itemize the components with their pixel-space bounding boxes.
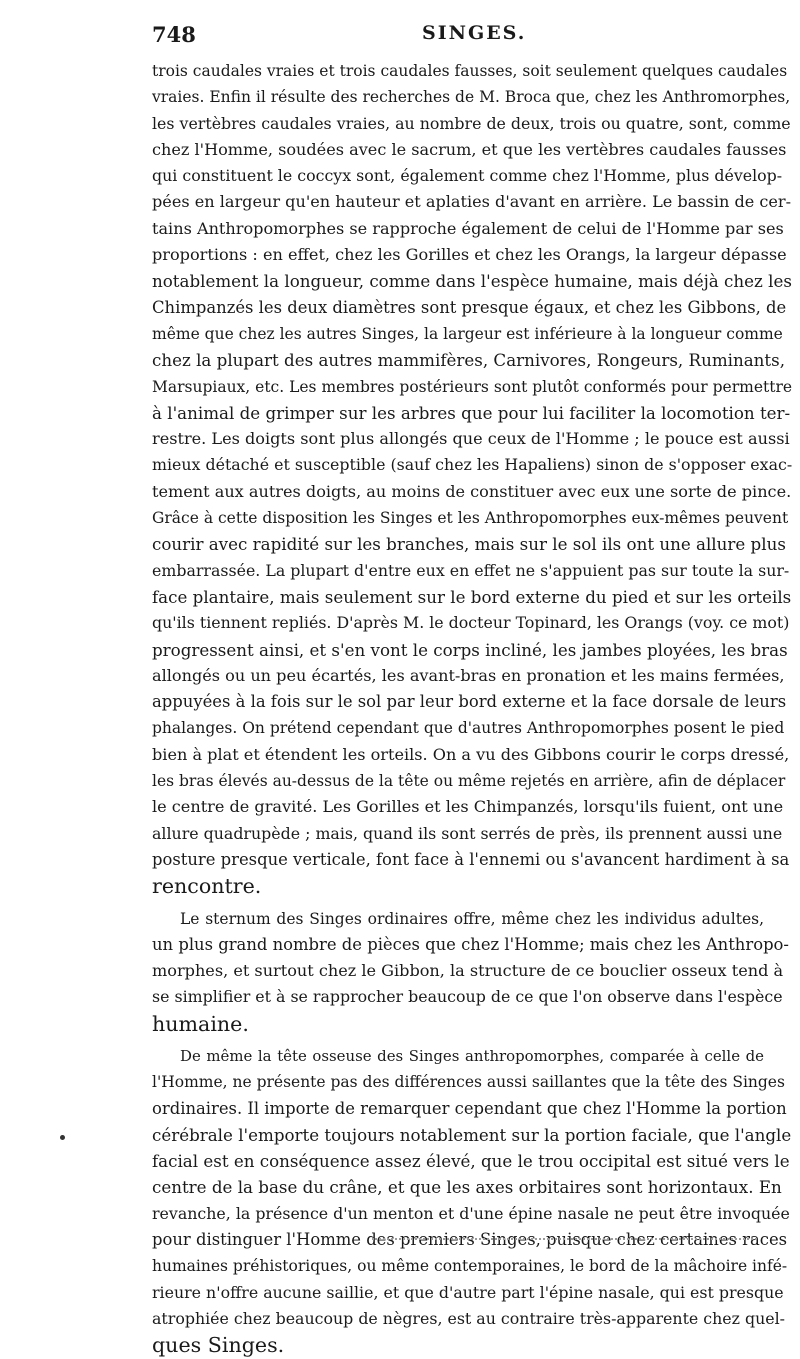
- text-line: ques Singes.: [152, 1333, 285, 1358]
- paragraph: [152, 1043, 792, 1359]
- text-line: proportions : en effet, chez les Gorilles et chez les Orangs, la largeur dépasse: [152, 245, 787, 265]
- page-number: 748: [152, 22, 196, 47]
- text-line: restre. Les doigts sont plus allongés que ceux de l'Homme ; le pouce est aussi: [152, 429, 790, 449]
- text-line: cérébrale l'emporte toujours notablement sur la portion faciale, que l'angle: [152, 1124, 792, 1145]
- text-line: pées en largeur qu'en hauteur et aplaties d'avant en arrière. Le bassin de cer-: [152, 192, 792, 212]
- text-line: centre de la base du crâne, et que les axes orbitaires sont horizontaux. En: [152, 1177, 782, 1198]
- text-line: trois caudales vraies et trois caudales fausses, soit seulement quelques caudales: [152, 62, 788, 80]
- faint-bleed-through-line: [372, 1238, 757, 1242]
- text-line: le centre de gravité. Les Gorilles et les Chimpanzés, lorsqu'ils fuient, ont une: [152, 797, 784, 817]
- text-line: face plantaire, mais seulement sur le bord externe du pied et sur les orteils: [152, 586, 792, 607]
- text-line: les vertèbres caudales vraies, au nombre de deux, trois ou quatre, sont, comme: [152, 113, 791, 133]
- text-line: qui constituent le coccyx sont, également comme chez l'Homme, plus dévelop-: [152, 166, 783, 186]
- text-line: chez la plupart des autres mammifères, Carnivores, Rongeurs, Ruminants,: [152, 350, 786, 371]
- text-line: phalanges. On prétend cependant que d'autres Anthropomorphes posent le pied: [152, 719, 785, 738]
- text-line: bien à plat et étendent les orteils. On a vu des Gibbons courir le corps dressé,: [152, 744, 790, 764]
- text-line: morphes, et surtout chez le Gibbon, la structure de ce bouclier osseux tend à: [152, 961, 784, 981]
- text-line: Marsupiaux, etc. Les membres postérieurs sont plutôt conformés pour permettre: [152, 377, 793, 396]
- text-line: même que chez les autres Singes, la largeur est inférieure à la longueur comme: [152, 324, 783, 343]
- text-line: chez l'Homme, soudées avec le sacrum, et que les vertèbres caudales fausses: [152, 139, 787, 159]
- paragraph: [152, 58, 793, 900]
- text-line: facial est en conséquence assez élevé, que le trou occipital est situé vers le: [152, 1151, 790, 1172]
- text-line: posture presque verticale, font face à l'ennemi ou s'avancent hardiment à sa: [152, 849, 790, 869]
- text-line: les bras élevés au-dessus de la tête ou même rejetés en arrière, afin de déplacer: [152, 772, 786, 791]
- text-line: mieux détaché et susceptible (sauf chez les Hapaliens) sinon de s'opposer exac-: [152, 455, 793, 475]
- text-line: qu'ils tiennent repliés. D'après M. le docteur Topinard, les Orangs (voy. ce mot): [152, 613, 790, 633]
- text-line: tains Anthropomorphes se rapproche également de celui de l'Homme par ses: [152, 218, 784, 238]
- text-line: revanche, la présence d'un menton et d'une épine nasale ne peut être invoquée: [152, 1203, 790, 1223]
- text-line: se simplifier et à se rapprocher beaucoup de ce que l'on observe dans l'espèce: [152, 987, 783, 1007]
- text-line: notablement la longueur, comme dans l'espèce humaine, mais déjà chez les: [152, 271, 792, 292]
- text-line: humaines préhistoriques, ou même contemporaines, le bord de la mâchoire infé-: [152, 1257, 788, 1276]
- text-line: atrophiée chez beaucoup de nègres, est au contraire très-apparente chez quel-: [152, 1308, 786, 1328]
- text-body: [152, 58, 793, 1359]
- text-line: un plus grand nombre de pièces que chez l'Homme; mais chez les Anthropo-: [152, 934, 789, 954]
- page-header: [152, 22, 752, 52]
- paragraph: [152, 906, 789, 1037]
- text-line: allure quadrupède ; mais, quand ils sont serrés de près, ils prennent aussi une: [152, 823, 783, 843]
- text-line: De même la tête osseuse des Singes anthropomorphes, comparée à celle de: [180, 1046, 764, 1065]
- text-line: à l'animal de grimper sur les arbres que pour lui faciliter la locomotion ter-: [152, 402, 791, 423]
- text-line: courir avec rapidité sur les branches, mais sur le sol ils ont une allure plus: [152, 534, 786, 555]
- text-line: Le sternum des Singes ordinaires offre, même chez les individus adultes,: [180, 909, 764, 928]
- text-line: progressent ainsi, et s'en vont le corps incliné, les jambes ployées, les bras: [152, 639, 788, 660]
- text-line: appuyées à la fois sur le sol par leur bord externe et la face dorsale de leurs: [152, 692, 787, 712]
- text-line: humaine.: [152, 1011, 249, 1036]
- text-line: rieure n'offre aucune saillie, et que d'autre part l'épine nasale, qui est presque: [152, 1282, 784, 1302]
- text-line: ordinaires. Il importe de remarquer cependant que chez l'Homme la portion: [152, 1098, 787, 1118]
- text-line: rencontre.: [152, 874, 262, 899]
- ink-speck: [60, 1135, 65, 1140]
- text-line: embarrassée. La plupart d'entre eux en effet ne s'appuient pas sur toute la sur-: [152, 560, 790, 580]
- text-line: tement aux autres doigts, au moins de constituer avec eux une sorte de pince.: [152, 481, 792, 501]
- text-line: l'Homme, ne présente pas des différences aussi saillantes que la tête des Singes: [152, 1073, 785, 1092]
- text-line: vraies. Enfin il résulte des recherches de M. Broca que, chez les Anthromorphes,: [152, 88, 791, 107]
- running-title: SINGES.: [422, 22, 527, 44]
- text-line: Chimpanzés les deux diamètres sont presque égaux, et chez les Gibbons, de: [152, 297, 787, 317]
- text-line: Grâce à cette disposition les Singes et les Anthropomorphes eux-mêmes peuvent: [152, 509, 789, 528]
- text-line: allongés ou un peu écartés, les avant-bras en pronation et les mains fermées,: [152, 665, 785, 685]
- text-line: pour distinguer l'Homme des premiers Singes, puisque chez certaines races: [152, 1230, 788, 1250]
